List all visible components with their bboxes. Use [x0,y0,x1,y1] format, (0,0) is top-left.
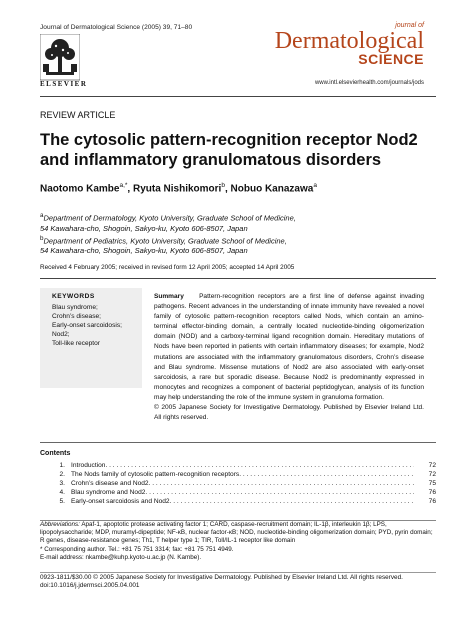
keyword: Crohn’s disease; [52,313,101,321]
author-name: Nobuo Kanazawa [230,183,314,195]
summary-label: Summary [154,293,184,300]
toc-entry[interactable] [40,488,436,497]
affil-line: Department of Dermatology, Kyoto University, Graduate School of Medicine, [43,213,296,223]
toc-page: 72 [428,471,436,478]
toc-label: Crohn’s disease and Nod2 [71,480,149,487]
abstract [154,292,424,423]
affiliations [40,211,440,256]
copyright-footer [40,574,403,590]
toc-page: 76 [428,498,436,505]
keyword: Toll-like receptor [52,340,101,348]
table-of-contents [40,461,436,506]
contents-divider [40,442,436,443]
brand-name: Dermatological [274,28,424,54]
toc-number: 1. [59,462,65,469]
brand-journal-of: journal of [395,22,424,29]
author-list: Naotomo Kambe$^{a,*}$, Ryuta Nishikomori$^b$, Nobuo Kanazawa$^a$ [40,182,317,195]
toc-page: 76 [428,489,436,496]
affil-mark: b [40,234,44,242]
publisher-name: ELSEVIER [40,80,88,88]
header-divider [40,96,436,97]
contents-heading: Contents [40,450,71,457]
keyword: Early-onset sarcoidosis; [52,322,122,330]
doi[interactable]: doi:10.1016/j.jdermsci.2005.04.001 [40,582,140,590]
author-name: Ryuta Nishikomori [132,183,222,195]
brand-science: SCIENCE [358,51,424,67]
received-dates: Received 4 February 2005; received in revised form 12 April 2005; accepted 14 April 2005 [40,264,295,271]
toc-leader [239,470,414,479]
copyright-divider [40,572,436,573]
toc-label: Introduction [71,462,106,469]
toc-leader [170,497,414,506]
toc-number: 3. [59,480,65,487]
copyright-line: 0923-1811/$30.00 © 2005 Japanese Society for Investigative Dermatology. Published by Elsevier Ireland Ltd. All rights reserved. [40,574,403,581]
toc-leader [149,479,414,488]
keywords-heading: KEYWORDS [52,293,95,300]
abbreviations-text: Apaf-1, apoptotic protease activating factor 1; CARD, caspase-recruitment domain; IL-1β, interleukin 1β; LPS, lipopolysaccharide; MDP, muramyl-dipeptide; NF-κB, nuclear factor-κB; NOD, nucleotide-binding oligomerization domain; PYD, pyrin domain; R genes, disease-resistance genes; Th1, T helper type 1; TIR, Toll/IL-1 receptor like domain [40,521,433,545]
journal-brand-logo [275,22,424,66]
toc-number: 5. [59,498,65,505]
toc-leader [145,488,414,497]
summary-copyright: © 2005 Japanese Society for Investigative Dermatology. Published by Elsevier Ireland Ltd. All rights reserved. [154,404,424,422]
toc-label: Early-onset sarcoidosis and Nod2 [71,498,170,505]
affil-line: 54 Kawahara-cho, Shogoin, Sakyo-ku, Kyoto 606-8507, Japan [40,223,248,233]
affil-line: Department of Pediatrics, Kyoto University, Graduate School of Medicine, [43,236,287,245]
toc-leader [105,461,414,470]
toc-label: The Nods family of cytosolic pattern-recognition receptors [71,471,240,478]
article-title: The cytosolic pattern-recognition receptor Nod2 and inflammatory granulomatous disorders [40,131,418,169]
keywords-list [52,303,122,348]
affil-line: 54 Kawahara-cho, Shogoin, Sakyo-ku, Kyoto 606-8507, Japan [40,246,248,255]
keyword: Blau syndrome; [52,304,98,311]
corresponding-author: * Corresponding author. Tel.: +81 75 751 3314; fax: +81 75 751 4949. [40,545,234,553]
journal-url[interactable]: www.intl.elsevierhealth.com/journals/jods [314,80,424,86]
toc-number: 4. [59,489,65,496]
toc-page: 72 [428,462,436,469]
author-affil-mark: a,* [119,182,128,189]
email-address: E-mail address: nkambe@kuhp.kyoto-u.ac.jp (N. Kambe). [40,553,202,561]
toc-entry[interactable] [40,479,436,488]
affil-mark: a [40,212,44,219]
elsevier-tree-logo [40,34,80,82]
keyword: Nod2; [52,331,70,339]
toc-label: Blau syndrome and Nod2 [71,489,146,496]
toc-number: 2. [59,471,65,478]
summary-text: Pattern-recognition receptors are a first line of defense against invading pathogens. Recent advances in the understanding of innate immunity have revealed a novel family of cytosolic pattern-recognition receptors called Nods, which contain an amino-terminal effector-binding domain, a centrally located nucleotide-binding oligomerization domain (NOD) and a carboxy-terminal ligand recognition domain. Hereditary mutations of Nods have been reported in patients with certain inflammatory diseases; for example, Nod2 mutations are associated with the inflammatory granulomatous disorders, Crohn’s disease and Blau syndrome. Missense mutations of Nod2 are also associated with early-onset sarcoidosis, a rare but sporadic disease. Because Nod2 is predominantly expressed in monocytes and recognizes a component of bacterial peptidoglycan, analysis of its function may help understanding the role of the immune system in granuloma formation. [154,293,424,401]
toc-entry[interactable] [40,470,436,479]
author-affil-mark: b [221,182,225,189]
journal-citation: Journal of Dermatological Science (2005) 39, 71–80 [40,24,193,31]
article-type: REVIEW ARTICLE [40,110,116,120]
toc-entry[interactable] [40,497,436,506]
abstract-divider [40,278,436,279]
toc-page: 75 [428,480,436,487]
footnotes [40,521,436,562]
toc-entry[interactable] [40,461,436,470]
author-name: Naotomo Kambe [40,183,120,195]
abbreviations-label: Abbreviations: [40,521,80,528]
author-affil-mark: a [313,182,317,189]
